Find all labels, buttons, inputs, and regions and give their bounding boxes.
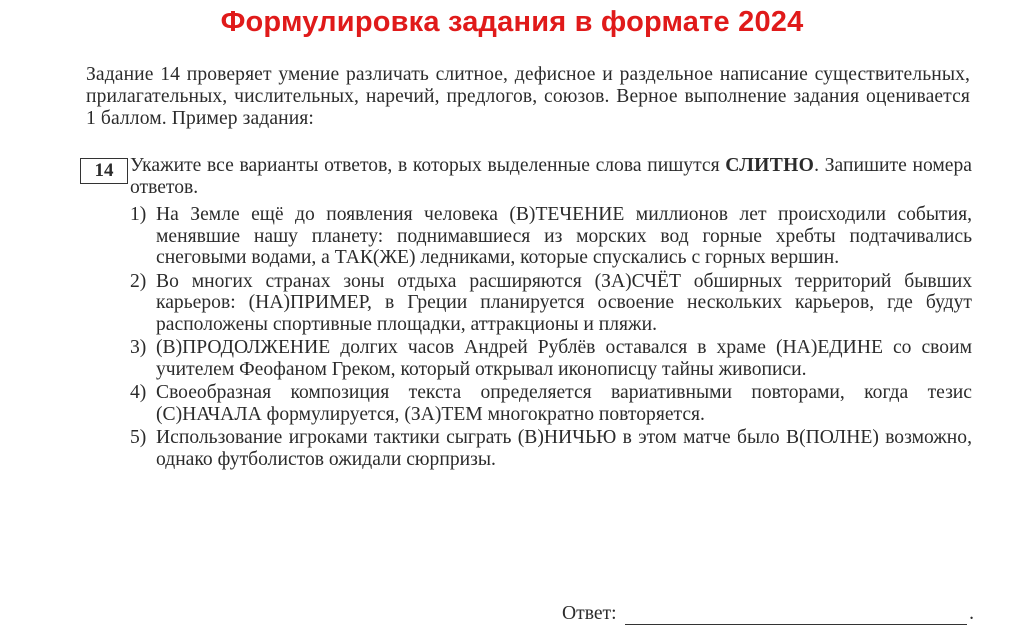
- option-1: [130, 204, 972, 269]
- answer-end-dot: .: [969, 603, 974, 624]
- option-text: Использование игроками тактики сыграть (В)НИЧЬЮ в этом матче было В(ПОЛНЕ) возможно, однако футболистов ожидали сюрпризы.: [156, 427, 972, 470]
- task-number-box: 14: [80, 158, 128, 184]
- option-number: 5): [130, 427, 147, 448]
- option-4: [130, 382, 972, 425]
- instruction-text: Укажите все варианты ответов, в которых выделенные слова пишутся: [130, 155, 726, 176]
- option-number: 4): [130, 382, 147, 403]
- option-number: 3): [130, 337, 147, 358]
- answer-row: [562, 603, 974, 625]
- instruction-text-end: . Запишите номера ответов.: [130, 155, 972, 198]
- task-instruction: [130, 155, 972, 199]
- answer-label: Ответ:: [562, 603, 617, 624]
- option-text: (В)ПРОДОЛЖЕНИЕ долгих часов Андрей Рублёв оставался в храме (НА)ЕДИНЕ со своим учителем Феофаном Греком, который открывал иконописцу тайны живописи.: [156, 337, 972, 380]
- option-3: [130, 337, 972, 380]
- scanned-task-page: [80, 64, 975, 624]
- option-number: 2): [130, 270, 147, 292]
- option-number: 1): [130, 204, 147, 225]
- answer-blank-line: [625, 606, 968, 625]
- slide-title: Формулировка задания в формате 2024: [220, 6, 804, 38]
- option-5: [130, 427, 972, 470]
- answer-options-list: [130, 204, 972, 472]
- intro-paragraph: Задание 14 проверяет умение различать слитное, дефисное и раздельное написание существительных, прилагательных, числительных, наречий, предлогов, союзов. Верное выполнение задания оценивается 1 баллом. Пример задания:: [86, 64, 970, 129]
- option-text: На Земле ещё до появления человека (В)ТЕЧЕНИЕ миллионов лет происходили события, менявшие нашу планету: поднимавшиеся из морских вод горные хребты подтачивались снеговыми водами, а ТАК(ЖЕ) ледниками, которые спускались с горных вершин.: [156, 204, 972, 268]
- option-text: Своеобразная композиция текста определяется вариативными повторами, когда тезис (С)НАЧАЛА формулируется, (ЗА)ТЕМ многократно повторяется.: [156, 382, 972, 425]
- instruction-emphasis: СЛИТНО: [725, 155, 815, 176]
- option-text: Во многих странах зоны отдыха расширяются (ЗА)СЧЁТ обширных территорий бывших карьеров: (НА)ПРИМЕР, в Греции планируется освоение нескольких карьеров, где будут расположены спортивные площадки, аттракционы и пляжи.: [156, 270, 972, 335]
- option-2: [130, 271, 972, 336]
